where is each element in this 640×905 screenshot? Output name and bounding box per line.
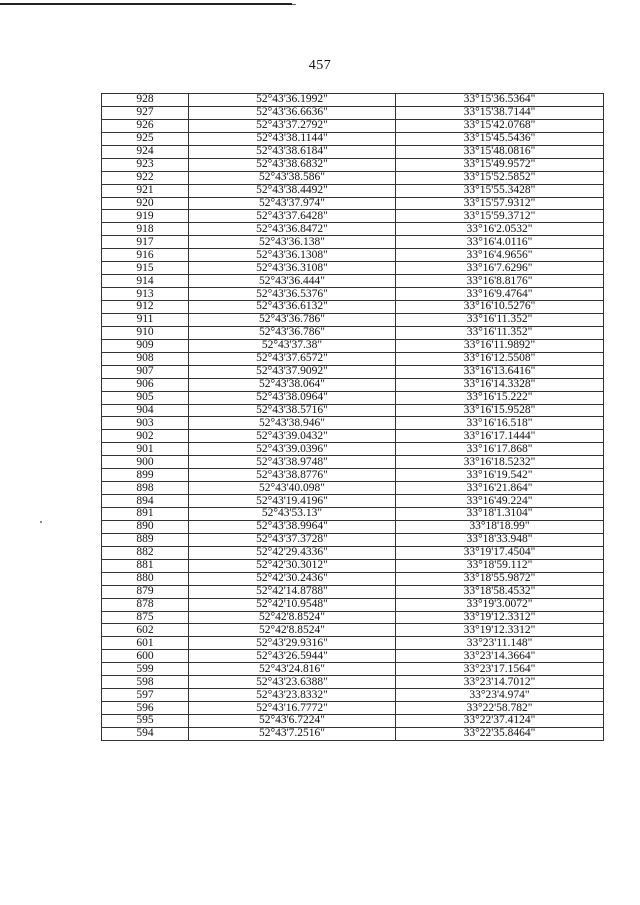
latitude-cell: 52°43'38.8776" — [189, 469, 396, 482]
latitude-cell: 52°43'6.7224" — [189, 715, 396, 728]
point-number-cell: 598 — [102, 676, 189, 689]
longitude-cell: 33°16'13.6416" — [396, 365, 604, 378]
longitude-cell: 33°15'42.0768" — [396, 119, 604, 132]
point-number-cell: 920 — [102, 197, 189, 210]
coordinates-table-body — [102, 94, 604, 741]
point-number-cell: 917 — [102, 236, 189, 249]
table-row — [102, 313, 604, 326]
longitude-cell: 33°16'49.224" — [396, 495, 604, 508]
latitude-cell: 52°43'38.064" — [189, 378, 396, 391]
table-row — [102, 663, 604, 676]
longitude-cell: 33°15'45.5436" — [396, 132, 604, 145]
table-row — [102, 430, 604, 443]
table-row — [102, 262, 604, 275]
latitude-cell: 52°43'38.9748" — [189, 456, 396, 469]
longitude-cell: 33°22'37.4124" — [396, 715, 604, 728]
table-row — [102, 404, 604, 417]
longitude-cell: 33°15'59.3712" — [396, 210, 604, 223]
point-number-cell: 901 — [102, 443, 189, 456]
longitude-cell: 33°18'55.9872" — [396, 572, 604, 585]
table-row — [102, 456, 604, 469]
point-number-cell: 899 — [102, 469, 189, 482]
point-number-cell: 882 — [102, 546, 189, 559]
table-row — [102, 236, 604, 249]
point-number-cell: 597 — [102, 689, 189, 702]
table-row — [102, 508, 604, 521]
point-number-cell: 922 — [102, 171, 189, 184]
longitude-cell: 33°18'18.99" — [396, 520, 604, 533]
latitude-cell: 52°43'38.586" — [189, 171, 396, 184]
longitude-cell: 33°19'12.3312" — [396, 611, 604, 624]
longitude-cell: 33°23'14.7012" — [396, 676, 604, 689]
table-row — [102, 210, 604, 223]
table-row — [102, 94, 604, 107]
latitude-cell: 52°43'39.0432" — [189, 430, 396, 443]
longitude-cell: 33°16'8.8176" — [396, 275, 604, 288]
table-row — [102, 482, 604, 495]
point-number-cell: 880 — [102, 572, 189, 585]
latitude-cell: 52°43'23.6388" — [189, 676, 396, 689]
latitude-cell: 52°42'8.8524" — [189, 611, 396, 624]
table-row — [102, 158, 604, 171]
table-row — [102, 106, 604, 119]
latitude-cell: 52°43'37.3728" — [189, 533, 396, 546]
latitude-cell: 52°43'36.6132" — [189, 301, 396, 314]
table-row — [102, 339, 604, 352]
longitude-cell: 33°16'15.222" — [396, 391, 604, 404]
table-row — [102, 702, 604, 715]
table-row — [102, 559, 604, 572]
latitude-cell: 52°43'29.9316" — [189, 637, 396, 650]
longitude-cell: 33°18'1.3104" — [396, 508, 604, 521]
latitude-cell: 52°43'36.5376" — [189, 288, 396, 301]
point-number-cell: 928 — [102, 94, 189, 107]
longitude-cell: 33°16'14.3328" — [396, 378, 604, 391]
longitude-cell: 33°23'4.974" — [396, 689, 604, 702]
latitude-cell: 52°43'37.6572" — [189, 352, 396, 365]
latitude-cell: 52°43'37.9092" — [189, 365, 396, 378]
point-number-cell: 926 — [102, 119, 189, 132]
point-number-cell: 908 — [102, 352, 189, 365]
point-number-cell: 902 — [102, 430, 189, 443]
point-number-cell: 879 — [102, 585, 189, 598]
latitude-cell: 52°43'36.786" — [189, 326, 396, 339]
longitude-cell: 33°16'16.518" — [396, 417, 604, 430]
point-number-cell: 599 — [102, 663, 189, 676]
point-number-cell: 889 — [102, 533, 189, 546]
longitude-cell: 33°15'49.9572" — [396, 158, 604, 171]
table-row — [102, 495, 604, 508]
point-number-cell: 927 — [102, 106, 189, 119]
longitude-cell: 33°15'48.0816" — [396, 145, 604, 158]
longitude-cell: 33°16'12.5508" — [396, 352, 604, 365]
longitude-cell: 33°16'4.9656" — [396, 249, 604, 262]
latitude-cell: 52°42'29.4336" — [189, 546, 396, 559]
longitude-cell: 33°16'2.0532" — [396, 223, 604, 236]
longitude-cell: 33°22'58.782" — [396, 702, 604, 715]
header-rule — [0, 3, 292, 5]
table-row — [102, 715, 604, 728]
latitude-cell: 52°43'37.38" — [189, 339, 396, 352]
longitude-cell: 33°23'17.1564" — [396, 663, 604, 676]
point-number-cell: 921 — [102, 184, 189, 197]
longitude-cell: 33°16'17.1444" — [396, 430, 604, 443]
table-row — [102, 546, 604, 559]
point-number-cell: 904 — [102, 404, 189, 417]
latitude-cell: 52°43'19.4196" — [189, 495, 396, 508]
table-row — [102, 184, 604, 197]
longitude-cell: 33°16'11.352" — [396, 326, 604, 339]
point-number-cell: 924 — [102, 145, 189, 158]
latitude-cell: 52°43'40.098" — [189, 482, 396, 495]
point-number-cell: 602 — [102, 624, 189, 637]
coordinates-table — [101, 93, 604, 741]
point-number-cell: 911 — [102, 313, 189, 326]
longitude-cell: 33°23'11.148" — [396, 637, 604, 650]
table-row — [102, 572, 604, 585]
point-number-cell: 890 — [102, 520, 189, 533]
table-row — [102, 443, 604, 456]
point-number-cell: 915 — [102, 262, 189, 275]
point-number-cell: 906 — [102, 378, 189, 391]
header-rule-end — [292, 4, 296, 5]
point-number-cell: 909 — [102, 339, 189, 352]
point-number-cell: 600 — [102, 650, 189, 663]
point-number-cell: 918 — [102, 223, 189, 236]
point-number-cell: 881 — [102, 559, 189, 572]
latitude-cell: 52°42'10.9548" — [189, 598, 396, 611]
latitude-cell: 52°43'36.138" — [189, 236, 396, 249]
point-number-cell: 907 — [102, 365, 189, 378]
point-number-cell: 594 — [102, 727, 189, 740]
longitude-cell: 33°16'9.4764" — [396, 288, 604, 301]
table-row — [102, 223, 604, 236]
table-row — [102, 119, 604, 132]
point-number-cell: 601 — [102, 637, 189, 650]
longitude-cell: 33°19'17.4504" — [396, 546, 604, 559]
latitude-cell: 52°42'30.2436" — [189, 572, 396, 585]
table-row — [102, 326, 604, 339]
point-number-cell: 925 — [102, 132, 189, 145]
table-row — [102, 249, 604, 262]
table-row — [102, 689, 604, 702]
point-number-cell: 919 — [102, 210, 189, 223]
point-number-cell: 875 — [102, 611, 189, 624]
latitude-cell: 52°43'36.3108" — [189, 262, 396, 275]
point-number-cell: 878 — [102, 598, 189, 611]
table-row — [102, 365, 604, 378]
point-number-cell: 894 — [102, 495, 189, 508]
point-number-cell: 913 — [102, 288, 189, 301]
latitude-cell: 52°43'38.9964" — [189, 520, 396, 533]
point-number-cell: 595 — [102, 715, 189, 728]
longitude-cell: 33°16'21.864" — [396, 482, 604, 495]
longitude-cell: 33°16'11.352" — [396, 313, 604, 326]
latitude-cell: 52°43'38.6832" — [189, 158, 396, 171]
latitude-cell: 52°43'39.0396" — [189, 443, 396, 456]
latitude-cell: 52°43'36.786" — [189, 313, 396, 326]
latitude-cell: 52°43'53.13" — [189, 508, 396, 521]
point-number-cell: 903 — [102, 417, 189, 430]
longitude-cell: 33°18'58.4532" — [396, 585, 604, 598]
point-number-cell: 912 — [102, 301, 189, 314]
table-row — [102, 727, 604, 740]
table-row — [102, 520, 604, 533]
table-row — [102, 417, 604, 430]
latitude-cell: 52°43'38.5716" — [189, 404, 396, 417]
table-row — [102, 391, 604, 404]
table-row — [102, 132, 604, 145]
latitude-cell: 52°43'37.974" — [189, 197, 396, 210]
point-number-cell: 596 — [102, 702, 189, 715]
table-row — [102, 611, 604, 624]
table-row — [102, 624, 604, 637]
latitude-cell: 52°43'38.6184" — [189, 145, 396, 158]
latitude-cell: 52°43'37.2792" — [189, 119, 396, 132]
table-row — [102, 637, 604, 650]
latitude-cell: 52°43'7.2516" — [189, 727, 396, 740]
point-number-cell: 905 — [102, 391, 189, 404]
longitude-cell: 33°19'3.0072" — [396, 598, 604, 611]
latitude-cell: 52°43'37.6428" — [189, 210, 396, 223]
longitude-cell: 33°22'35.8464" — [396, 727, 604, 740]
longitude-cell: 33°16'18.5232" — [396, 456, 604, 469]
latitude-cell: 52°43'36.8472" — [189, 223, 396, 236]
longitude-cell: 33°16'15.9528" — [396, 404, 604, 417]
latitude-cell: 52°42'30.3012" — [189, 559, 396, 572]
latitude-cell: 52°42'14.8788" — [189, 585, 396, 598]
longitude-cell: 33°16'10.5276" — [396, 301, 604, 314]
longitude-cell: 33°15'57.9312" — [396, 197, 604, 210]
point-number-cell: 898 — [102, 482, 189, 495]
table-row — [102, 145, 604, 158]
latitude-cell: 52°43'38.1144" — [189, 132, 396, 145]
table-row — [102, 533, 604, 546]
point-number-cell: 914 — [102, 275, 189, 288]
latitude-cell: 52°43'36.6636" — [189, 106, 396, 119]
latitude-cell: 52°43'16.7772" — [189, 702, 396, 715]
latitude-cell: 52°43'26.5944" — [189, 650, 396, 663]
point-number-cell: 923 — [102, 158, 189, 171]
page-number: 457 — [308, 58, 332, 73]
point-number-cell: 910 — [102, 326, 189, 339]
longitude-cell: 33°15'38.7144" — [396, 106, 604, 119]
point-number-cell: 916 — [102, 249, 189, 262]
longitude-cell: 33°16'19.542" — [396, 469, 604, 482]
point-number-cell: 900 — [102, 456, 189, 469]
table-row — [102, 275, 604, 288]
latitude-cell: 52°43'36.444" — [189, 275, 396, 288]
table-row — [102, 352, 604, 365]
table-row — [102, 676, 604, 689]
longitude-cell: 33°15'52.5852" — [396, 171, 604, 184]
longitude-cell: 33°19'12.3312" — [396, 624, 604, 637]
longitude-cell: 33°18'33.948" — [396, 533, 604, 546]
table-row — [102, 197, 604, 210]
latitude-cell: 52°43'36.1992" — [189, 94, 396, 107]
latitude-cell: 52°43'23.8332" — [189, 689, 396, 702]
table-row — [102, 171, 604, 184]
latitude-cell: 52°43'24.816" — [189, 663, 396, 676]
table-row — [102, 469, 604, 482]
table-row — [102, 378, 604, 391]
table-row — [102, 585, 604, 598]
table-row — [102, 288, 604, 301]
longitude-cell: 33°18'59.112" — [396, 559, 604, 572]
table-row — [102, 301, 604, 314]
latitude-cell: 52°43'38.0964" — [189, 391, 396, 404]
longitude-cell: 33°15'36.5364" — [396, 94, 604, 107]
latitude-cell: 52°43'38.4492" — [189, 184, 396, 197]
longitude-cell: 33°15'55.3428" — [396, 184, 604, 197]
latitude-cell: 52°43'38.946" — [189, 417, 396, 430]
longitude-cell: 33°16'17.868" — [396, 443, 604, 456]
latitude-cell: 52°43'36.1308" — [189, 249, 396, 262]
longitude-cell: 33°16'4.0116" — [396, 236, 604, 249]
longitude-cell: 33°16'7.6296" — [396, 262, 604, 275]
scan-speck — [40, 521, 42, 523]
longitude-cell: 33°16'11.9892" — [396, 339, 604, 352]
latitude-cell: 52°42'8.8524" — [189, 624, 396, 637]
table-row — [102, 598, 604, 611]
table-row — [102, 650, 604, 663]
longitude-cell: 33°23'14.3664" — [396, 650, 604, 663]
point-number-cell: 891 — [102, 508, 189, 521]
